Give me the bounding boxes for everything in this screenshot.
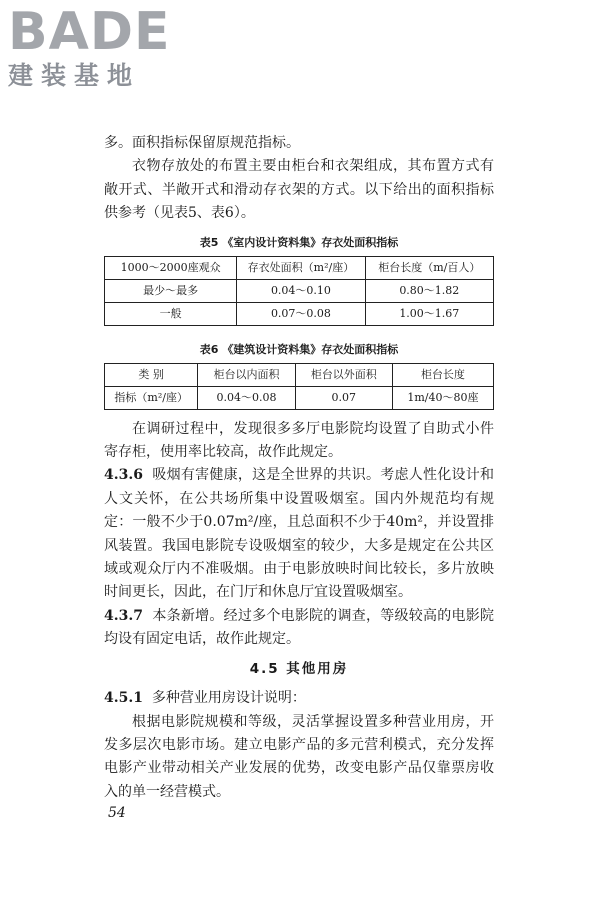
clause-text: 吸烟有害健康，这是全世界的共识。考虑人性化设计和人文关怀，在公共场所集中设置吸烟室。国内外规范均有规定：一般不少于0.07m²/座，且总面积不少于40m²，并设置排风装置。我国电影院专设吸烟室的较少，大多是规定在公共区域或观众厅内不准吸烟。由于电影放映时间比较长，多片放映时间更长，因此，在门厅和休息厅宜设置吸烟室。: [104, 467, 494, 601]
paragraph-business-rooms: 根据电影院规模和等级，灵活掌握设置多种营业用房，开发多层次电影市场。建立电影产品的多元营利模式，充分发挥电影产业带动相关产业发展的优势，改变电影产品仅靠票房收入的单一经营模式。: [104, 713, 494, 800]
table5: [104, 256, 494, 326]
clause-4-3-6: [104, 464, 494, 604]
table-cell: 0.04～0.08: [198, 386, 295, 409]
clause-4-5-1: [104, 687, 494, 710]
table-header-cell: 1000～2000座观众: [105, 256, 237, 279]
table-cell: 1.00～1.67: [365, 302, 493, 325]
document-body: [104, 132, 494, 804]
clause-text: 本条新增。经过多个电影院的调查，等级较高的电影院均设有固定电话，故作此规定。: [104, 607, 494, 648]
table-cell: 0.07～0.08: [237, 302, 365, 325]
table-cell: 指标（m²/座）: [105, 386, 198, 409]
table-header-cell: 类 别: [105, 363, 198, 386]
bade-logo: [8, 2, 171, 90]
paragraph-continuation: 多。面积指标保留原规范指标。: [104, 135, 300, 151]
clause-4-3-7: [104, 605, 494, 652]
clause-text: 多种营业用房设计说明：: [151, 690, 306, 707]
clause-number: 4.5.1: [104, 690, 143, 707]
table-cell: 1m/40～80座: [392, 386, 493, 409]
table-cell: 0.07: [295, 386, 392, 409]
page-number: 54: [108, 805, 126, 821]
table-header-cell: 柜台以外面积: [295, 363, 392, 386]
clause-number: 4.3.6: [104, 467, 143, 484]
table-cell: 0.04～0.10: [237, 279, 365, 302]
table6: [104, 363, 494, 410]
clause-number: 4.3.7: [104, 607, 143, 624]
table-cell: 一般: [105, 302, 237, 325]
table-header-cell: 柜台以内面积: [198, 363, 295, 386]
table6-caption: 表6 《建筑设计资料集》存衣处面积指标: [199, 342, 399, 356]
paragraph-storage-layout: 衣物存放处的布置主要由柜台和衣架组成，其布置方式有敞开式、半敞开式和滑动存衣架的方式。以下给出的面积指标供参考（见表5、表6）。: [104, 158, 494, 222]
table-header-cell: 柜台长度: [392, 363, 493, 386]
table-cell: 最少～最多: [105, 279, 237, 302]
section-heading-4-5: 4.5 其他用房: [249, 660, 349, 677]
table-header-row: [105, 363, 494, 386]
table-header-cell: 柜台长度（m/百人）: [365, 256, 493, 279]
table-cell: 0.80～1.82: [365, 279, 493, 302]
table-header-cell: 存衣处面积（m²/座）: [237, 256, 365, 279]
table-row: [105, 279, 494, 302]
table-row: [105, 386, 494, 409]
paragraph-locker: 在调研过程中，发现很多多厅电影院均设置了自助式小件寄存柜，使用率比较高，故作此规定。: [104, 420, 494, 461]
table-header-row: [105, 256, 494, 279]
table5-caption: 表5 《室内设计资料集》存衣处面积指标: [199, 235, 399, 249]
logo-wordmark: BADE: [8, 2, 171, 62]
logo-subtitle: 建装基地: [8, 61, 141, 90]
table-row: [105, 302, 494, 325]
